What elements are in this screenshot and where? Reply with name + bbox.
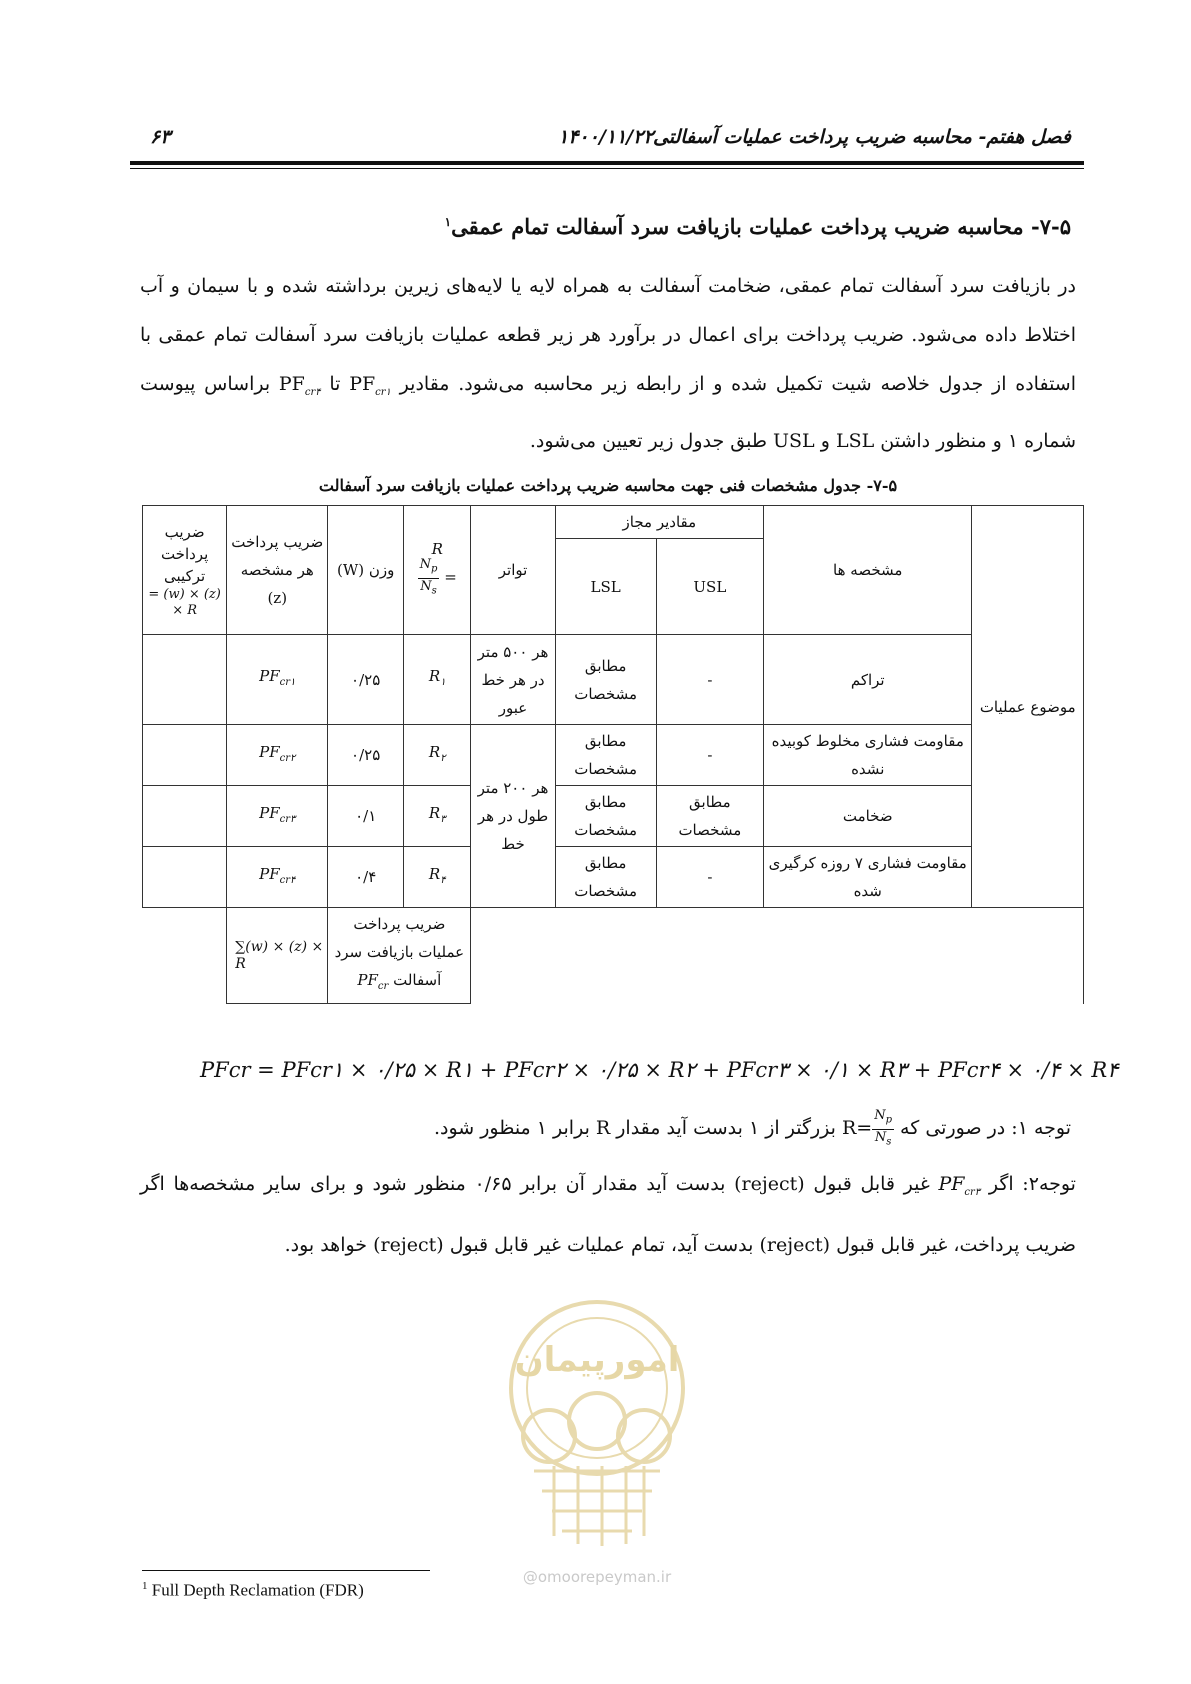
lsl-value: مطابق مشخصات — [555, 786, 656, 847]
np-over-ns-fraction — [418, 557, 440, 599]
pf-value — [227, 786, 328, 847]
r-symbol: R — [428, 803, 441, 822]
pf-label: PF — [349, 373, 376, 395]
combined-value — [143, 635, 227, 725]
lsl-value: مطابق مشخصات — [555, 847, 656, 908]
r-subscript: ۱ — [440, 677, 446, 688]
table-caption: ۷-۵- جدول مشخصات فنی جهت محاسبه ضریب پرداخت عملیات بازیافت سرد آسفالت — [318, 476, 898, 495]
header-rule-thick — [130, 161, 1084, 165]
np-subscript: p — [431, 563, 438, 575]
footnote — [142, 1580, 364, 1601]
paragraph-part3: براساس پیوست شماره ۱ و منظور داشتن LSL و USL طبق جدول زیر تعیین می‌شود. — [140, 373, 1076, 452]
pf-value — [227, 847, 328, 908]
footnote-text: Full Depth Reclamation (FDR) — [147, 1580, 364, 1600]
weight-value: ۰/۲۵ — [328, 635, 404, 725]
weight-value: ۰/۱ — [328, 786, 404, 847]
combined-value — [143, 725, 227, 786]
r-subscript: ۳ — [440, 813, 446, 825]
pf-symbol: PF — [259, 864, 280, 883]
lsl-value: مطابق مشخصات — [555, 635, 656, 725]
logo-text: امورپیمان — [514, 1340, 680, 1380]
paragraph-part1: در بازیافت سرد آسفالت تمام عمقی، ضخامت آسفالت به همراه لایه یا لایه‌های زیرین برداشته شده و با سیمان و آب اختلاط داده می‌شود. ضریب پرداخت برای اعمال در برآورد هر زیر قطعه عملیات بازیافت سرد آسفالت تمام عمقی با استفاده از جدول خلاصه شیت تکمیل شده و از رابطه زیر محاسبه می‌شود. مقادیر — [140, 275, 1076, 395]
r-symbol: R — [428, 742, 441, 761]
subject-cell: موضوع عملیات — [972, 506, 1084, 908]
note1-r-fraction — [842, 1108, 894, 1148]
spec-table — [142, 505, 1084, 1004]
r-symbol: R — [431, 539, 443, 558]
header-usl: USL — [656, 539, 763, 635]
usl-value: - — [656, 635, 763, 725]
fraction-numerator — [418, 557, 440, 579]
header-allowed-values: مقادیر مجاز — [555, 506, 763, 539]
header-item-pf: ضریب پرداخت هر مشخصه (z) — [227, 506, 328, 635]
ns-subscript: s — [431, 585, 437, 597]
note-1 — [434, 1108, 1071, 1150]
header-r-ratio — [404, 506, 471, 635]
table-row — [143, 725, 1084, 786]
watermark-logo — [494, 1296, 700, 1556]
combined-value — [143, 786, 227, 847]
r-symbol: R — [428, 864, 441, 883]
header-combined-pf — [143, 506, 227, 635]
spec-name: ضخامت — [764, 786, 972, 847]
header-weight: وزن (W) — [328, 506, 404, 635]
total-formula: ∑(w) × (z) × R — [227, 908, 328, 1004]
logo-inner-ring — [527, 1318, 667, 1458]
np-symbol: N — [874, 1108, 886, 1123]
r-value — [404, 725, 471, 786]
pf-symbol: PF — [259, 667, 280, 685]
total-label-text: ضریب پرداخت عملیات بازیافت سرد آسفالت — [334, 915, 465, 989]
note1-end: بزرگتر از ۱ بدست آید مقدار R برابر ۱ منظور شود. — [433, 1117, 842, 1140]
pf-label: PF — [278, 373, 305, 395]
pf-value — [227, 725, 328, 786]
pf-subscript: cr۴ — [304, 386, 321, 398]
pf-symbol: PF — [259, 803, 280, 822]
section-title-text: ۷-۵- محاسبه ضریب پرداخت عملیات بازیافت سرد آسفالت تمام عمقی — [451, 214, 1071, 239]
header-frequency: تواتر — [471, 506, 555, 635]
pf-subscript: cr۴ — [279, 874, 296, 886]
r-subscript: ۴ — [440, 874, 446, 886]
spec-name: مقاومت فشاری مخلوط کوبیده نشده — [764, 725, 972, 786]
np-subscript: p — [885, 1114, 893, 1126]
r-subscript: ۲ — [440, 752, 446, 764]
np-over-ns-fraction — [872, 1108, 894, 1150]
frequency-value: هر ۲۰۰ متر طول در هر خط — [471, 725, 555, 908]
ns-subscript: s — [886, 1136, 892, 1148]
usl-value: - — [656, 847, 763, 908]
table-row — [143, 635, 1084, 725]
total-row-blank — [471, 908, 1084, 1004]
pf-cr4-inline — [278, 373, 321, 398]
np-symbol: N — [419, 556, 432, 572]
footnote-mark: ۱ — [444, 215, 452, 229]
pf-subscript: cr۱ — [375, 386, 391, 398]
combined-pf-title: ضریب پرداخت ترکیبی — [160, 523, 209, 585]
usl-value: مطابق مشخصات — [656, 786, 763, 847]
fraction-denominator — [872, 1130, 894, 1151]
r-symbol: R — [428, 667, 441, 685]
pf-value — [227, 635, 328, 725]
table-row — [143, 786, 1084, 847]
section-paragraph — [140, 262, 1076, 466]
ns-symbol: N — [420, 578, 432, 594]
table-header-row-1 — [143, 506, 1084, 539]
table-total-row — [143, 908, 1084, 1004]
paragraph-part2: تا — [320, 373, 350, 395]
header-lsl: LSL — [555, 539, 656, 635]
r-value — [404, 635, 471, 725]
note-2 — [140, 1158, 1076, 1271]
combined-pf-formula: = (w) × (z) × R — [148, 587, 221, 618]
watermark-url: @omoorepeyman.ir — [522, 1568, 672, 1586]
footnote-number: 1 — [142, 1580, 148, 1592]
pf-subscript: cr۱ — [279, 677, 296, 688]
r-value — [404, 786, 471, 847]
running-header-date: ۱۴۰۰/۱۱/۲۲ — [558, 126, 654, 148]
fraction-denominator — [418, 579, 440, 600]
weight-value: ۰/۴ — [328, 847, 404, 908]
combined-value — [143, 847, 227, 908]
pf-subscript: cr۳ — [964, 1186, 981, 1198]
pf-cr1-inline — [349, 373, 391, 398]
pf-symbol: PF — [938, 1173, 965, 1195]
total-label — [328, 908, 471, 1004]
spec-name: مقاومت فشاری ۷ روزه کرگیری شده — [764, 847, 972, 908]
spec-name: تراکم — [764, 635, 972, 725]
lsl-value: مطابق مشخصات — [555, 725, 656, 786]
total-label-pf — [357, 971, 389, 992]
pf-subscript: cr۲ — [279, 752, 296, 764]
pf-subscript: cr۳ — [279, 813, 296, 825]
r-equals: = — [444, 568, 457, 586]
section-title — [445, 214, 1071, 239]
footnote-rule — [142, 1570, 430, 1571]
r-value — [404, 847, 471, 908]
ns-symbol: N — [874, 1129, 887, 1145]
usl-value: - — [656, 725, 763, 786]
pf-symbol: PF — [259, 742, 280, 761]
grid-lines — [554, 1466, 644, 1546]
note2-start: توجه۲: اگر — [980, 1173, 1076, 1195]
note1-start: توجه ۱: در صورتی که — [894, 1117, 1071, 1140]
weight-value: ۰/۲۵ — [328, 725, 404, 786]
header-specs: مشخصه ها — [764, 506, 972, 635]
frequency-value: هر ۵۰۰ متر در هر خط عبور — [471, 635, 555, 725]
r-equals: R= — [842, 1117, 873, 1140]
pf-equation: PFcr = PFcr۱ × ۰/۲۵ × R۱ + PFcr۲ × ۰/۲۵ × R۲ + PFcr۳ × ۰/۱ × R۳ + PFcr۴ × ۰/۴ × R۴ — [200, 1058, 1119, 1082]
gear-icon — [618, 1410, 670, 1462]
pf-subscript: cr — [377, 981, 389, 992]
page-number: ۶۳ — [150, 126, 171, 148]
pf-symbol: PF — [357, 971, 378, 989]
header-rule-thin — [130, 168, 1084, 169]
running-header-chapter: فصل هفتم- محاسبه ضریب پرداخت عملیات آسفالتی — [652, 126, 1071, 148]
note2-end: غیر قابل قبول (reject) بدست آید مقدار آن برابر ۰/۶۵ منظور شود و برای سایر مشخصه‌ها اگر ضریب پرداخت، غیر قابل قبول (reject) بدست آید، تمام عملیات غیر قابل قبول (reject) خواهد بود. — [140, 1173, 1076, 1256]
table-row — [143, 847, 1084, 908]
note2-pf — [938, 1173, 981, 1198]
fraction-numerator — [872, 1108, 894, 1130]
